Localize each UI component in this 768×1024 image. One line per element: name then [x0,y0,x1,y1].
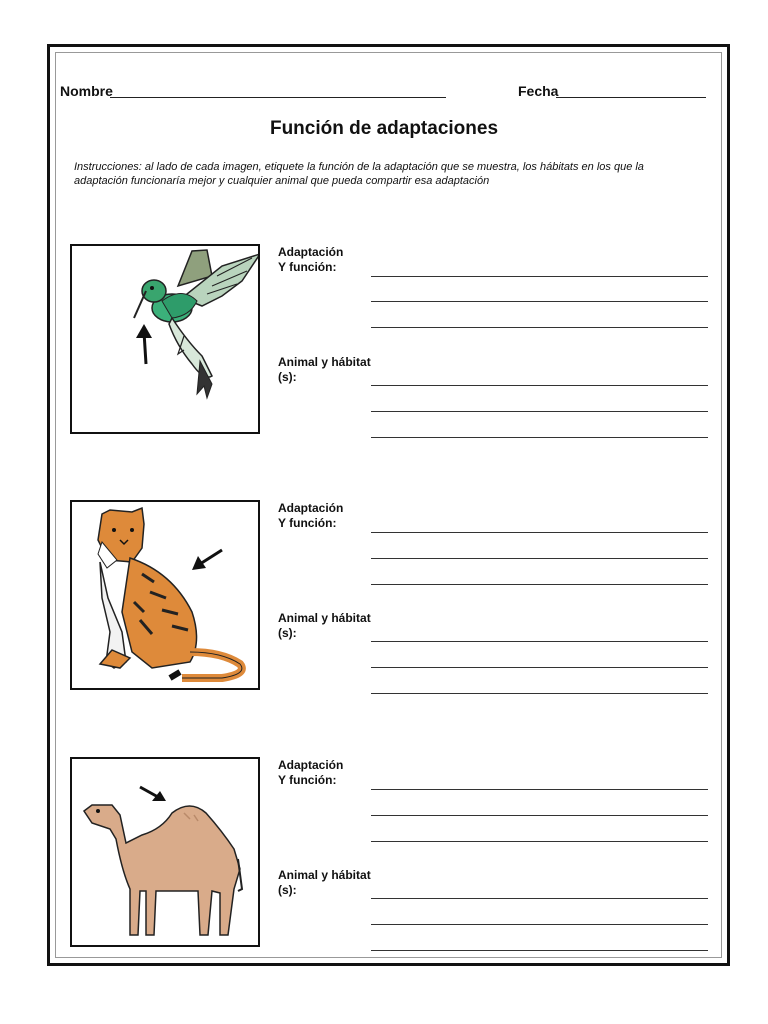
camel-illustration [72,759,258,945]
habitat-line-2c[interactable] [371,693,708,694]
adaptation-line-1a[interactable] [371,276,708,277]
adaptation-label-2: Adaptación Y función: [278,501,344,530]
tiger-illustration [72,502,258,688]
habitat-line-1c[interactable] [371,437,708,438]
date-label: Fecha [518,83,559,99]
habitat-label-3: Animal y hábitat (s): [278,868,371,897]
habitat-label-2: Animal y hábitat (s): [278,611,371,640]
adaptation-line-1c[interactable] [371,327,708,328]
adaptation-line-2b[interactable] [371,558,708,559]
name-label: Nombre [60,83,113,99]
adaptation-line-2c[interactable] [371,584,708,585]
habitat-label-1: Animal y hábitat (s): [278,355,371,384]
habitat-line-1a[interactable] [371,385,708,386]
habitat-line-2a[interactable] [371,641,708,642]
name-field[interactable] [110,97,446,98]
adaptation-line-1b[interactable] [371,301,708,302]
habitat-line-3a[interactable] [371,898,708,899]
page-title: Función de adaptaciones [269,118,499,139]
habitat-line-3c[interactable] [371,950,708,951]
date-field[interactable] [556,97,706,98]
adaptation-line-3c[interactable] [371,841,708,842]
camel-image-box [70,757,260,947]
adaptation-line-2a[interactable] [371,532,708,533]
hummingbird-image-box [70,244,260,434]
habitat-line-2b[interactable] [371,667,708,668]
habitat-line-3b[interactable] [371,924,708,925]
hummingbird-illustration [72,246,258,432]
instructions-text: Instrucciones: al lado de cada imagen, etiquete la función de la adaptación que se muestra, los hábitats en los que la adaptación funcionaría mejor y cualquier animal que pueda compartir esa adaptación [74,161,644,187]
habitat-line-1b[interactable] [371,411,708,412]
adaptation-line-3a[interactable] [371,789,708,790]
adaptation-line-3b[interactable] [371,815,708,816]
adaptation-label-3: Adaptación Y función: [278,758,344,787]
adaptation-label-1: Adaptación Y función: [278,245,344,274]
tiger-image-box [70,500,260,690]
